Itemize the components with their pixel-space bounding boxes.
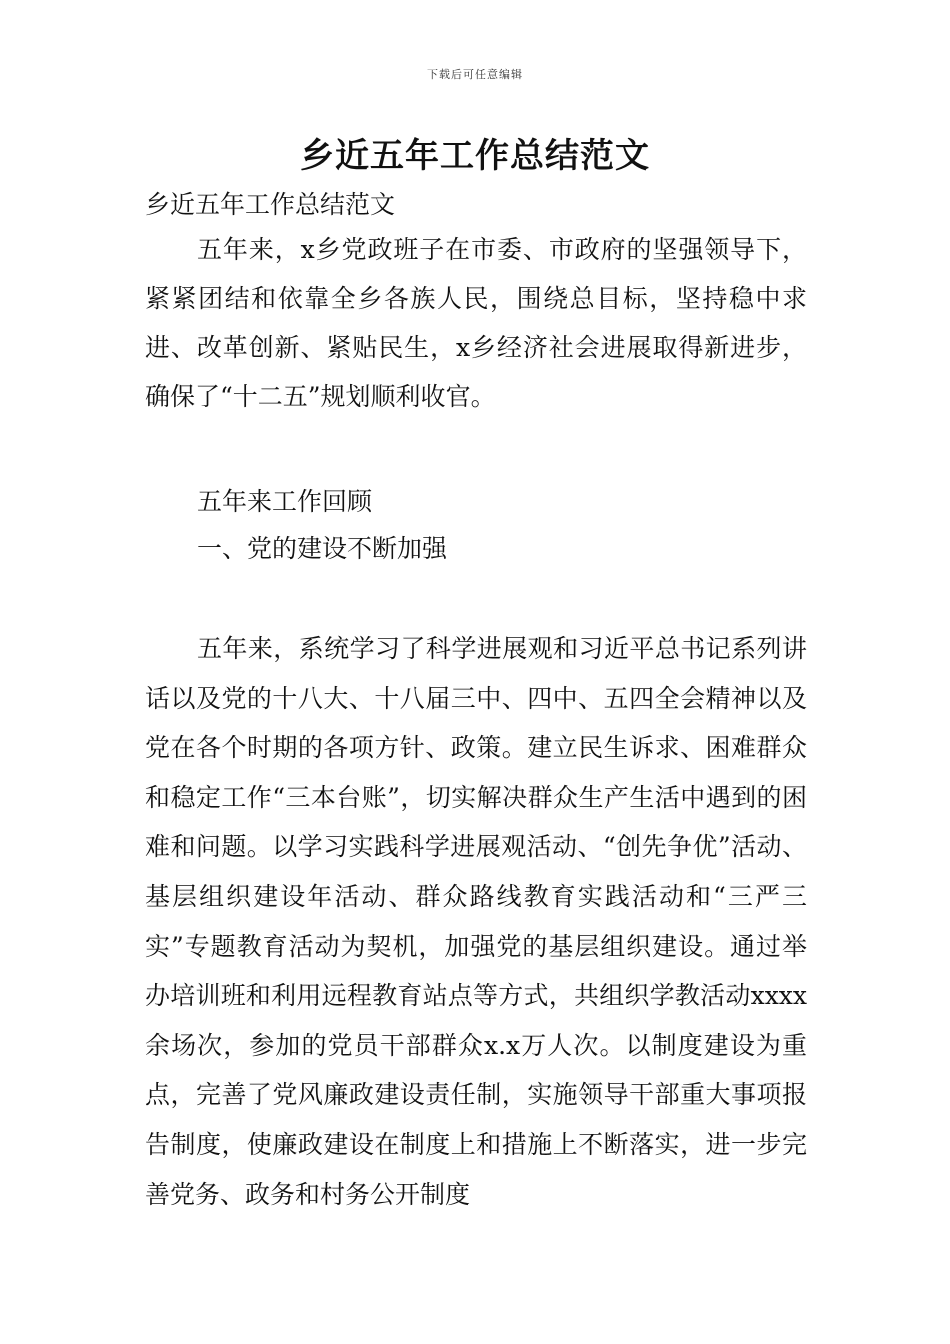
intro-paragraph: 五年来，x乡党政班子在市委、市政府的坚强领导下，紧紧团结和依靠全乡各族人民，围绕总目标，坚持稳中求进、改革创新、紧贴民生，x乡经济社会进展取得新进步，确保了“十二五”规划顺利收官。 (145, 235, 807, 411)
document-title: 乡近五年工作总结范文 (300, 136, 650, 176)
header-note: 下载后可任意编辑 (427, 68, 523, 81)
section-heading-one: 一、党的建设不断加强 (197, 534, 448, 563)
document-subtitle: 乡近五年工作总结范文 (145, 190, 396, 219)
section-heading-review: 五年来工作回顾 (197, 487, 373, 516)
section-one-paragraph: 五年来，系统学习了科学进展观和习近平总书记系列讲话以及党的十八大、十八届三中、四中、五四全会精神以及党在各个时期的各项方针、政策。建立民生诉求、困难群众和稳定工作“三本台账”，切实解决群众生产生活中遇到的困难和问题。以学习实践科学进展观活动、“创先争优”活动、基层组织建设年活动、群众路线教育实践活动和“三严三实”专题教育活动为契机，加强党的基层组织建设。通过举办培训班和利用远程教育站点等方式，共组织学教活动xxxx余场次，参加的党员干部群众x.x万人次。以制度建设为重点，完善了党风廉政建设责任制，实施领导干部重大事项报告制度，使廉政建设在制度上和措施上不断落实，进一步完善党务、政务和村务公开制度 (145, 634, 807, 1209)
